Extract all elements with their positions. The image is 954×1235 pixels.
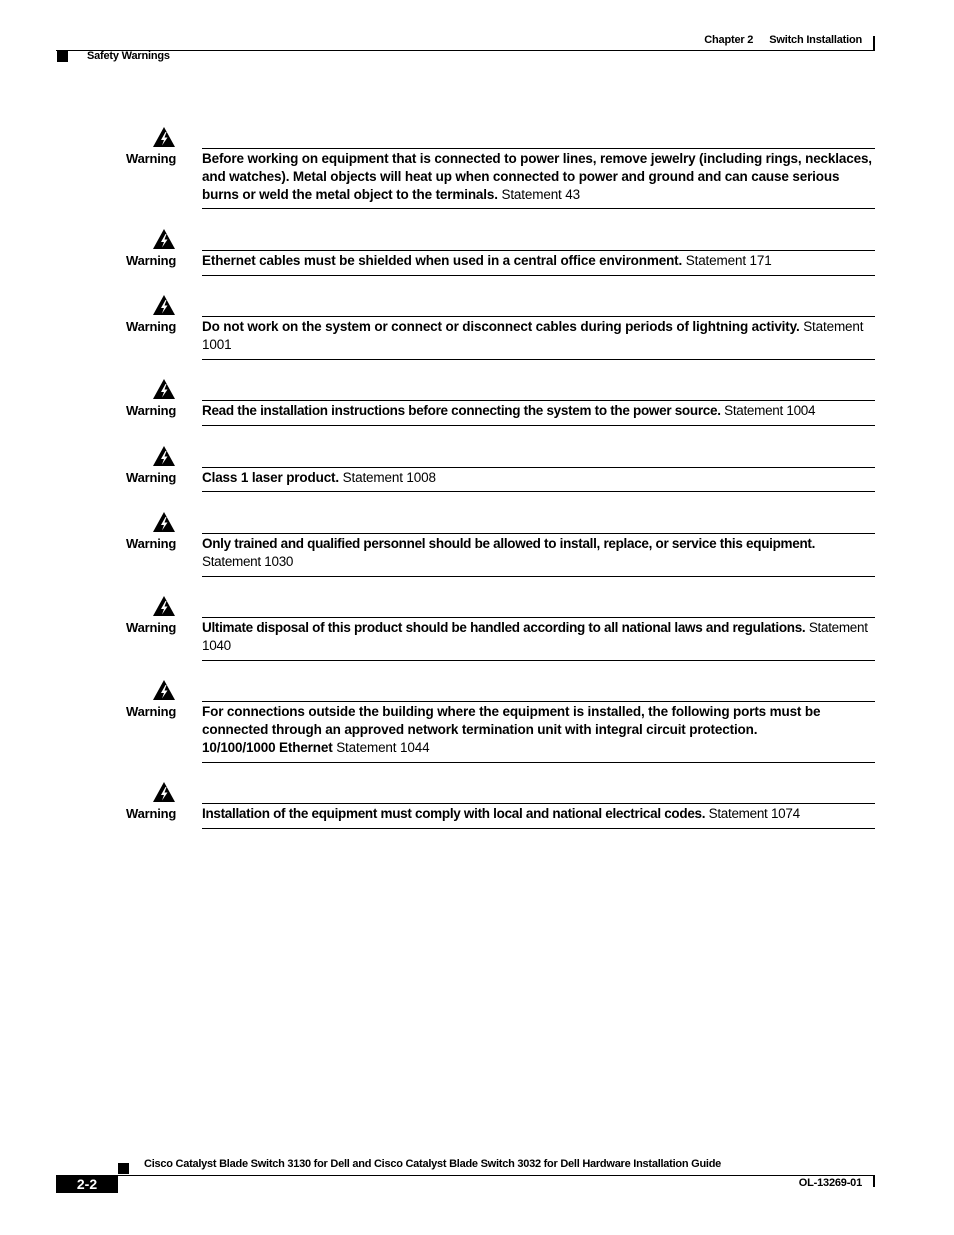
statement-number: Statement 1040	[202, 620, 868, 653]
warning-body	[202, 803, 875, 829]
statement-number: Statement 1004	[724, 403, 816, 418]
warning-label: Warning	[126, 470, 177, 485]
footer-rule	[56, 1175, 875, 1176]
warning-triangle-icon	[152, 595, 176, 617]
warning-triangle-icon	[152, 294, 176, 316]
warning-triangle-icon	[152, 679, 176, 701]
warning-label: Warning	[126, 806, 177, 821]
page-number: 2-2	[56, 1176, 118, 1193]
warning-text: Ethernet cables must be shielded when used in a central office environment.	[202, 253, 683, 268]
warning-label: Warning	[126, 403, 177, 418]
warning-text: Before working on equipment that is connected to power lines, remove jewelry (including rings, necklaces, and watches). Metal objects will heat up when connected to power and ground and can cause serious burns or weld the metal object to the terminals.	[202, 151, 872, 202]
warning-text: Read the installation instructions before connecting the system to the power source.	[202, 403, 721, 418]
warning-text: Only trained and qualified personnel should be allowed to install, replace, or service this equipment.	[202, 536, 816, 551]
warning-triangle-icon	[152, 126, 176, 148]
warning-label: Warning	[126, 536, 177, 551]
warning-body	[202, 701, 875, 763]
warning-label: Warning	[126, 704, 177, 719]
warning-body	[202, 316, 875, 360]
statement-number: Statement 1044	[336, 740, 430, 755]
statement-number: Statement 1008	[342, 470, 436, 485]
warning-text: Installation of the equipment must comply with local and national electrical codes.	[202, 806, 706, 821]
header-tick	[873, 36, 875, 50]
footer-tick	[873, 1175, 875, 1187]
warning-text: For connections outside the building where the equipment is installed, the following ports must be connected through an approved network termination unit with integral circuit protection.	[202, 704, 821, 737]
warning-body	[202, 533, 875, 577]
warning-text: Class 1 laser product.	[202, 470, 340, 485]
warning-body	[202, 467, 875, 492]
chapter-number: Chapter 2	[704, 34, 754, 46]
warning-triangle-icon	[152, 228, 176, 250]
warning-body	[202, 148, 875, 209]
warning-label: Warning	[126, 319, 177, 334]
section-title: Safety Warnings	[87, 50, 170, 62]
statement-number: Statement 1074	[708, 806, 800, 821]
warning-triangle-icon	[152, 378, 176, 400]
warning-body	[202, 400, 875, 426]
port-type: 10/100/1000 Ethernet	[202, 740, 333, 755]
warning-triangle-icon	[152, 511, 176, 533]
warning-text: Ultimate disposal of this product should be handled according to all national laws and regulations.	[202, 620, 806, 635]
footer-marker	[118, 1163, 129, 1174]
statement-number: Statement 1001	[202, 319, 864, 352]
document-number: OL-13269-01	[798, 1177, 862, 1189]
warning-label: Warning	[126, 253, 177, 268]
warning-body	[202, 617, 875, 661]
header-marker	[57, 51, 68, 62]
header-rule	[56, 50, 875, 51]
running-header-chapter	[704, 34, 862, 46]
guide-title: Cisco Catalyst Blade Switch 3130 for Dell and Cisco Catalyst Blade Switch 3032 for Dell Hardware Installation Guide	[144, 1158, 722, 1170]
warning-triangle-icon	[152, 781, 176, 803]
warning-triangle-icon	[152, 445, 176, 467]
warning-label: Warning	[126, 151, 177, 166]
statement-number: Statement 43	[501, 187, 580, 202]
chapter-title: Switch Installation	[769, 34, 862, 46]
statement-number: Statement 171	[685, 253, 772, 268]
warning-body	[202, 250, 875, 276]
statement-number: Statement 1030	[202, 554, 294, 569]
warning-label: Warning	[126, 620, 177, 635]
warning-text: Do not work on the system or connect or disconnect cables during periods of lightning activity.	[202, 319, 800, 334]
